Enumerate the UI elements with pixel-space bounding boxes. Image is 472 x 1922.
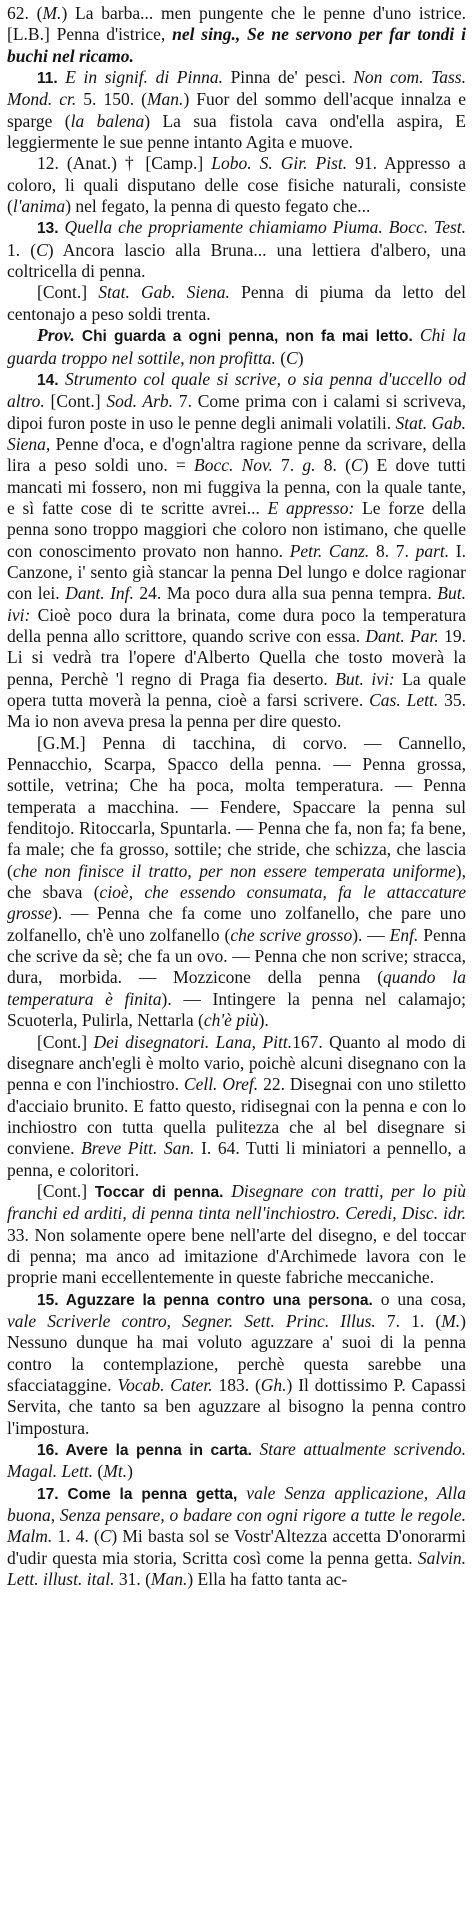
text-run: C (286, 347, 298, 368)
text-run: ). — Penna che fa come uno zolfanello, che pare uno zolfanello, ch'è uno zolfanello ( (7, 903, 466, 945)
text-run: C (350, 455, 363, 476)
text-run: Man. (150, 1569, 188, 1590)
text-run: Salvin. Lett. illust. ital. (7, 1547, 466, 1590)
text-run: ) Mi basta sol se Vostr'Altezza accetta D'onorarmi d'udir questa mia storia, Scritta così come la penna getta. (7, 1526, 467, 1568)
text-run: la balena (70, 110, 145, 131)
dictionary-paragraph (7, 1439, 466, 1483)
text-run: Disegnare con tratti, per lo più franchi ed arditi, di penna tinta nell'inchiostro. Ceredi, Disc. idr. (7, 1180, 466, 1224)
text-run: 13. (37, 220, 65, 238)
text-run: La quale opera tutta moverà la penna, cioè a farsi scrivere. (7, 668, 466, 710)
text-run: ) E dove tutti mancati mi fossero, non mi fuggiva la penna, con la quale tante, e sì fatte cose di te scritte avrei... (7, 455, 466, 518)
text-run: 1. ( (7, 239, 37, 260)
text-run: nel sing., Se ne servono per far tondi i buchi nel ricamo. (7, 24, 466, 66)
text-run: ) (127, 1461, 133, 1482)
text-run: 183. ( (212, 1375, 261, 1395)
text-run: 15. Aguzzare la penna contro una persona. (37, 1291, 373, 1309)
text-run: 33. Non solamente opere bene nell'arte del disegno, e del toccar di penna; ma anco ad imitazione d'Archimede lavora con le proprie mani eccellentemente in queste fabriche meccaniche. (7, 1224, 466, 1288)
text-run: 7. (272, 455, 303, 476)
text-run: Breve Pitt. San. (81, 1138, 195, 1159)
text-run: Penna che scrive da sè; che fa un ovo. — Penna che non scrive; stracca, dura, morbida. — Mozzicone della penna ( (7, 924, 467, 988)
text-run: ch'è più (203, 1010, 259, 1031)
text-run: Dant. Par. (365, 625, 439, 646)
text-run: Cioè poco dura la brinata, come dura poco la temperatura della penna allo scrittore, quando scrive con essa. (7, 604, 466, 646)
text-run: M. (42, 3, 62, 23)
text-run: ( (93, 1461, 104, 1482)
text-run: E in signif. di Pinna. (65, 67, 223, 88)
text-run: I. 64. Tutti li miniatori a pennello, a penna, e coloritori. (7, 1138, 466, 1180)
text-run: Vocab. Cater. (117, 1375, 213, 1395)
text-run: Gh. (260, 1375, 287, 1395)
text-run: Non com. Tass. Mond. cr. (7, 67, 466, 110)
text-run: 22. Disegnai con uno stiletto d'acciaio brunito. E fatto questo, ridisegnai con la penna e con lo inchiostro con tutta quella pulitezza che al bel disegnare si conviene. (7, 1074, 466, 1159)
dictionary-paragraph (7, 153, 466, 217)
text-run: 5. 150. ( (76, 89, 147, 110)
text-run: 35. Ma io non aveva presa la penna per dire questo. (7, 690, 466, 732)
text-run: But. ivi: (7, 583, 466, 625)
text-run: 7. 1. ( (375, 1310, 442, 1331)
text-run: vale Senza applicazione, Alla buona, Senza pensare, o badare con ogni rigore a tutte le regole. Malm. (7, 1482, 466, 1547)
text-run: ) La sua fistola cava ond'ella aspira, E leggiermente le sue penne intanto Agita e muove. (7, 110, 466, 153)
text-run: che scrive grosso (230, 924, 353, 945)
text-run: Quella che propriamente chiamiamo Piuma. Bocc. Test. (64, 217, 467, 238)
text-run: Lobo. S. Gir. Pist. (211, 153, 348, 174)
text-run: ) Fuor del sommo dell'acque innalza e sparge ( (7, 89, 467, 131)
dictionary-paragraph (7, 282, 466, 325)
text-run: cioè, che essendo consumata, fa le attaccature grosse (7, 882, 466, 924)
text-run: part. (415, 540, 450, 561)
text-run: Chi la guarda troppo nel sottile, non profitta. (7, 325, 466, 368)
text-run: [Cont.] (44, 391, 107, 412)
text-run: 17. Come la penna getta, (37, 1485, 247, 1503)
text-run: I. Canzone, i' sento già stancar la penna Del lungo e dolce ragionar con lei. (7, 540, 466, 604)
text-run: ). (258, 1010, 269, 1031)
dictionary-paragraph (7, 369, 466, 733)
dictionary-paragraph (7, 733, 466, 1032)
text-run: ), che sbava ( (7, 860, 466, 903)
dictionary-paragraph (7, 325, 466, 369)
text-run: Mt. (103, 1461, 128, 1482)
text-run: [Cont.] (37, 282, 99, 303)
text-run: ) Il dottissimo P. Capassi Servita, che tanto sa ben aguzzare al bisogno la penna contro l'impostura. (7, 1375, 466, 1438)
text-run: g. (302, 455, 316, 476)
text-run: Cell. Oref. (183, 1074, 259, 1095)
text-run: 8. ( (315, 455, 351, 476)
text-run: 11. (37, 70, 66, 88)
text-run: M. (441, 1310, 461, 1331)
text-run: ). — Intingere la penna nel calamajo; Scuoterla, Pulirla, Nettarla ( (7, 988, 467, 1031)
text-run: o una cosa, (372, 1288, 466, 1309)
dictionary-paragraph (7, 1483, 466, 1591)
text-run: Toccar di penna. (94, 1183, 224, 1201)
text-run: But. ivi: (335, 668, 395, 689)
dictionary-paragraph (7, 217, 466, 282)
text-run: [Cont.] (37, 1031, 94, 1052)
text-run: ) Ella ha fatto tanta ac- (187, 1569, 348, 1590)
dictionary-paragraph (7, 1181, 466, 1289)
text-run: Pinna de' pesci. (222, 67, 354, 88)
text-run: ) nel fegato, la penna di questo fegato che... (65, 196, 371, 217)
dictionary-paragraph (7, 67, 466, 153)
text-run: [G.M.] Penna di tacchina, di corvo. — Cannello, Pennacchio, Scarpa, Spacco della penna. — Penna grossa, sottile, vetrina; Che ha poca, molta temperatura. — Penna temperata a macchina. — Fendere, Spaccare la penna sul fenditojo. Ritoccarla, Spuntarla. — Penna che fa, non fa; fa bene, fa male; che fa grosso, sottile; che stride, che schizza, che lascia ( (7, 732, 466, 881)
text-run: C (99, 1526, 112, 1547)
text-run: 1. 4. ( (52, 1526, 100, 1547)
text-run: 16. Avere la penna in carta. (37, 1442, 260, 1460)
text-run: 31. ( (114, 1569, 151, 1590)
text-run: ) Ancora lascio alla Bruna... una lettiera d'albero, una coltricella di penna. (7, 239, 467, 282)
text-run: [Cont.] (37, 1180, 95, 1201)
text-run: Stat. Gab. Siena. (98, 282, 230, 303)
dictionary-paragraph (7, 1289, 466, 1439)
dictionary-paragraph (7, 1032, 466, 1181)
text-run: 14. (37, 371, 65, 389)
text-run: E appresso: (267, 497, 355, 518)
dictionary-paragraph (7, 3, 466, 67)
text-run: 12. (Anat.) † [Camp.] (37, 153, 212, 174)
text-run: ) La barba... men pungente che le penne d'uno istrice. [L.B.] Penna d'istrice, (7, 3, 466, 45)
text-run: Le forze della penna sono troppo maggiori che coloro non istimano, che quelle con conoscimento provato non hanno. (7, 497, 466, 561)
text-run: 19. Li si vedrà tra l'opere d'Alberto Quella che tosto moverà la penna, Perchè 'l regno di Praga fia deserto. (7, 625, 467, 689)
text-run: 24. Ma poco dura alla sua penna tempra. (133, 583, 438, 604)
text-run: che non finisce il tratto, per non essere temperata uniforme (12, 860, 456, 881)
text-run: Stat. Gab. Siena, (7, 412, 466, 454)
text-run: Prov. (37, 325, 75, 346)
text-run: quando la temperatura è finita (7, 967, 466, 1009)
text-run: l'anima (12, 196, 66, 217)
text-run: Dei disegnatori. Lana, Pitt. (93, 1031, 293, 1052)
text-run: ) Nessuno dunque ha mai voluto aguzzare a' suoi di la penna contro la contemplazione, perchè questa sarebbe una sfacciataggine. (7, 1310, 466, 1395)
text-run: Penne d'oca, e d'ogn'altra ragione penne da scrivare, della lira a peso soldi uno. = (7, 433, 466, 476)
text-run: ). — (352, 924, 390, 945)
text-run: Dant. Inf. (65, 583, 134, 604)
text-run: Cas. Lett. (369, 690, 439, 710)
text-run: Petr. Canz. (289, 540, 370, 561)
text-run: C (36, 239, 48, 260)
text-run: ( (275, 347, 287, 368)
text-run: Stare attualmente scrivendo. Magal. Lett. (7, 1439, 466, 1482)
text-run: Penna di piuma da letto del centonajo a peso soldi trenta. (7, 282, 466, 324)
text-run: vale Scriverle contro, Segner. Sett. Princ. Illus. (7, 1310, 376, 1331)
text-run: Enf. (389, 924, 419, 945)
text-run: 167. Quanto al modo di disegnare anch'egli è molto vario, poichè alcuni disegnano con la penna e con l'inchiostro. (7, 1031, 467, 1095)
text-run: ) (297, 347, 304, 368)
text-run: 91. Appresso a coloro, li quali disputano delle cose fisiche naturali, consiste ( (7, 153, 467, 217)
text-run: Man. (146, 89, 184, 110)
text-run: 62. ( (7, 3, 43, 23)
text-run: Bocc. Nov. (194, 455, 273, 476)
text-run: Chi guarda a ogni penna, non fa mai letto. (74, 328, 420, 346)
text-run: Strumento col quale si scrive, o sia penna d'uccello od altro. (7, 368, 466, 412)
text-run: 8. 7. (369, 540, 416, 561)
text-run: 7. Come prima con i calami si scriveva, dipoi furon poste in uso le penne degli animali volatili. (7, 391, 466, 433)
text-run: Sod. Arb. (106, 391, 174, 412)
